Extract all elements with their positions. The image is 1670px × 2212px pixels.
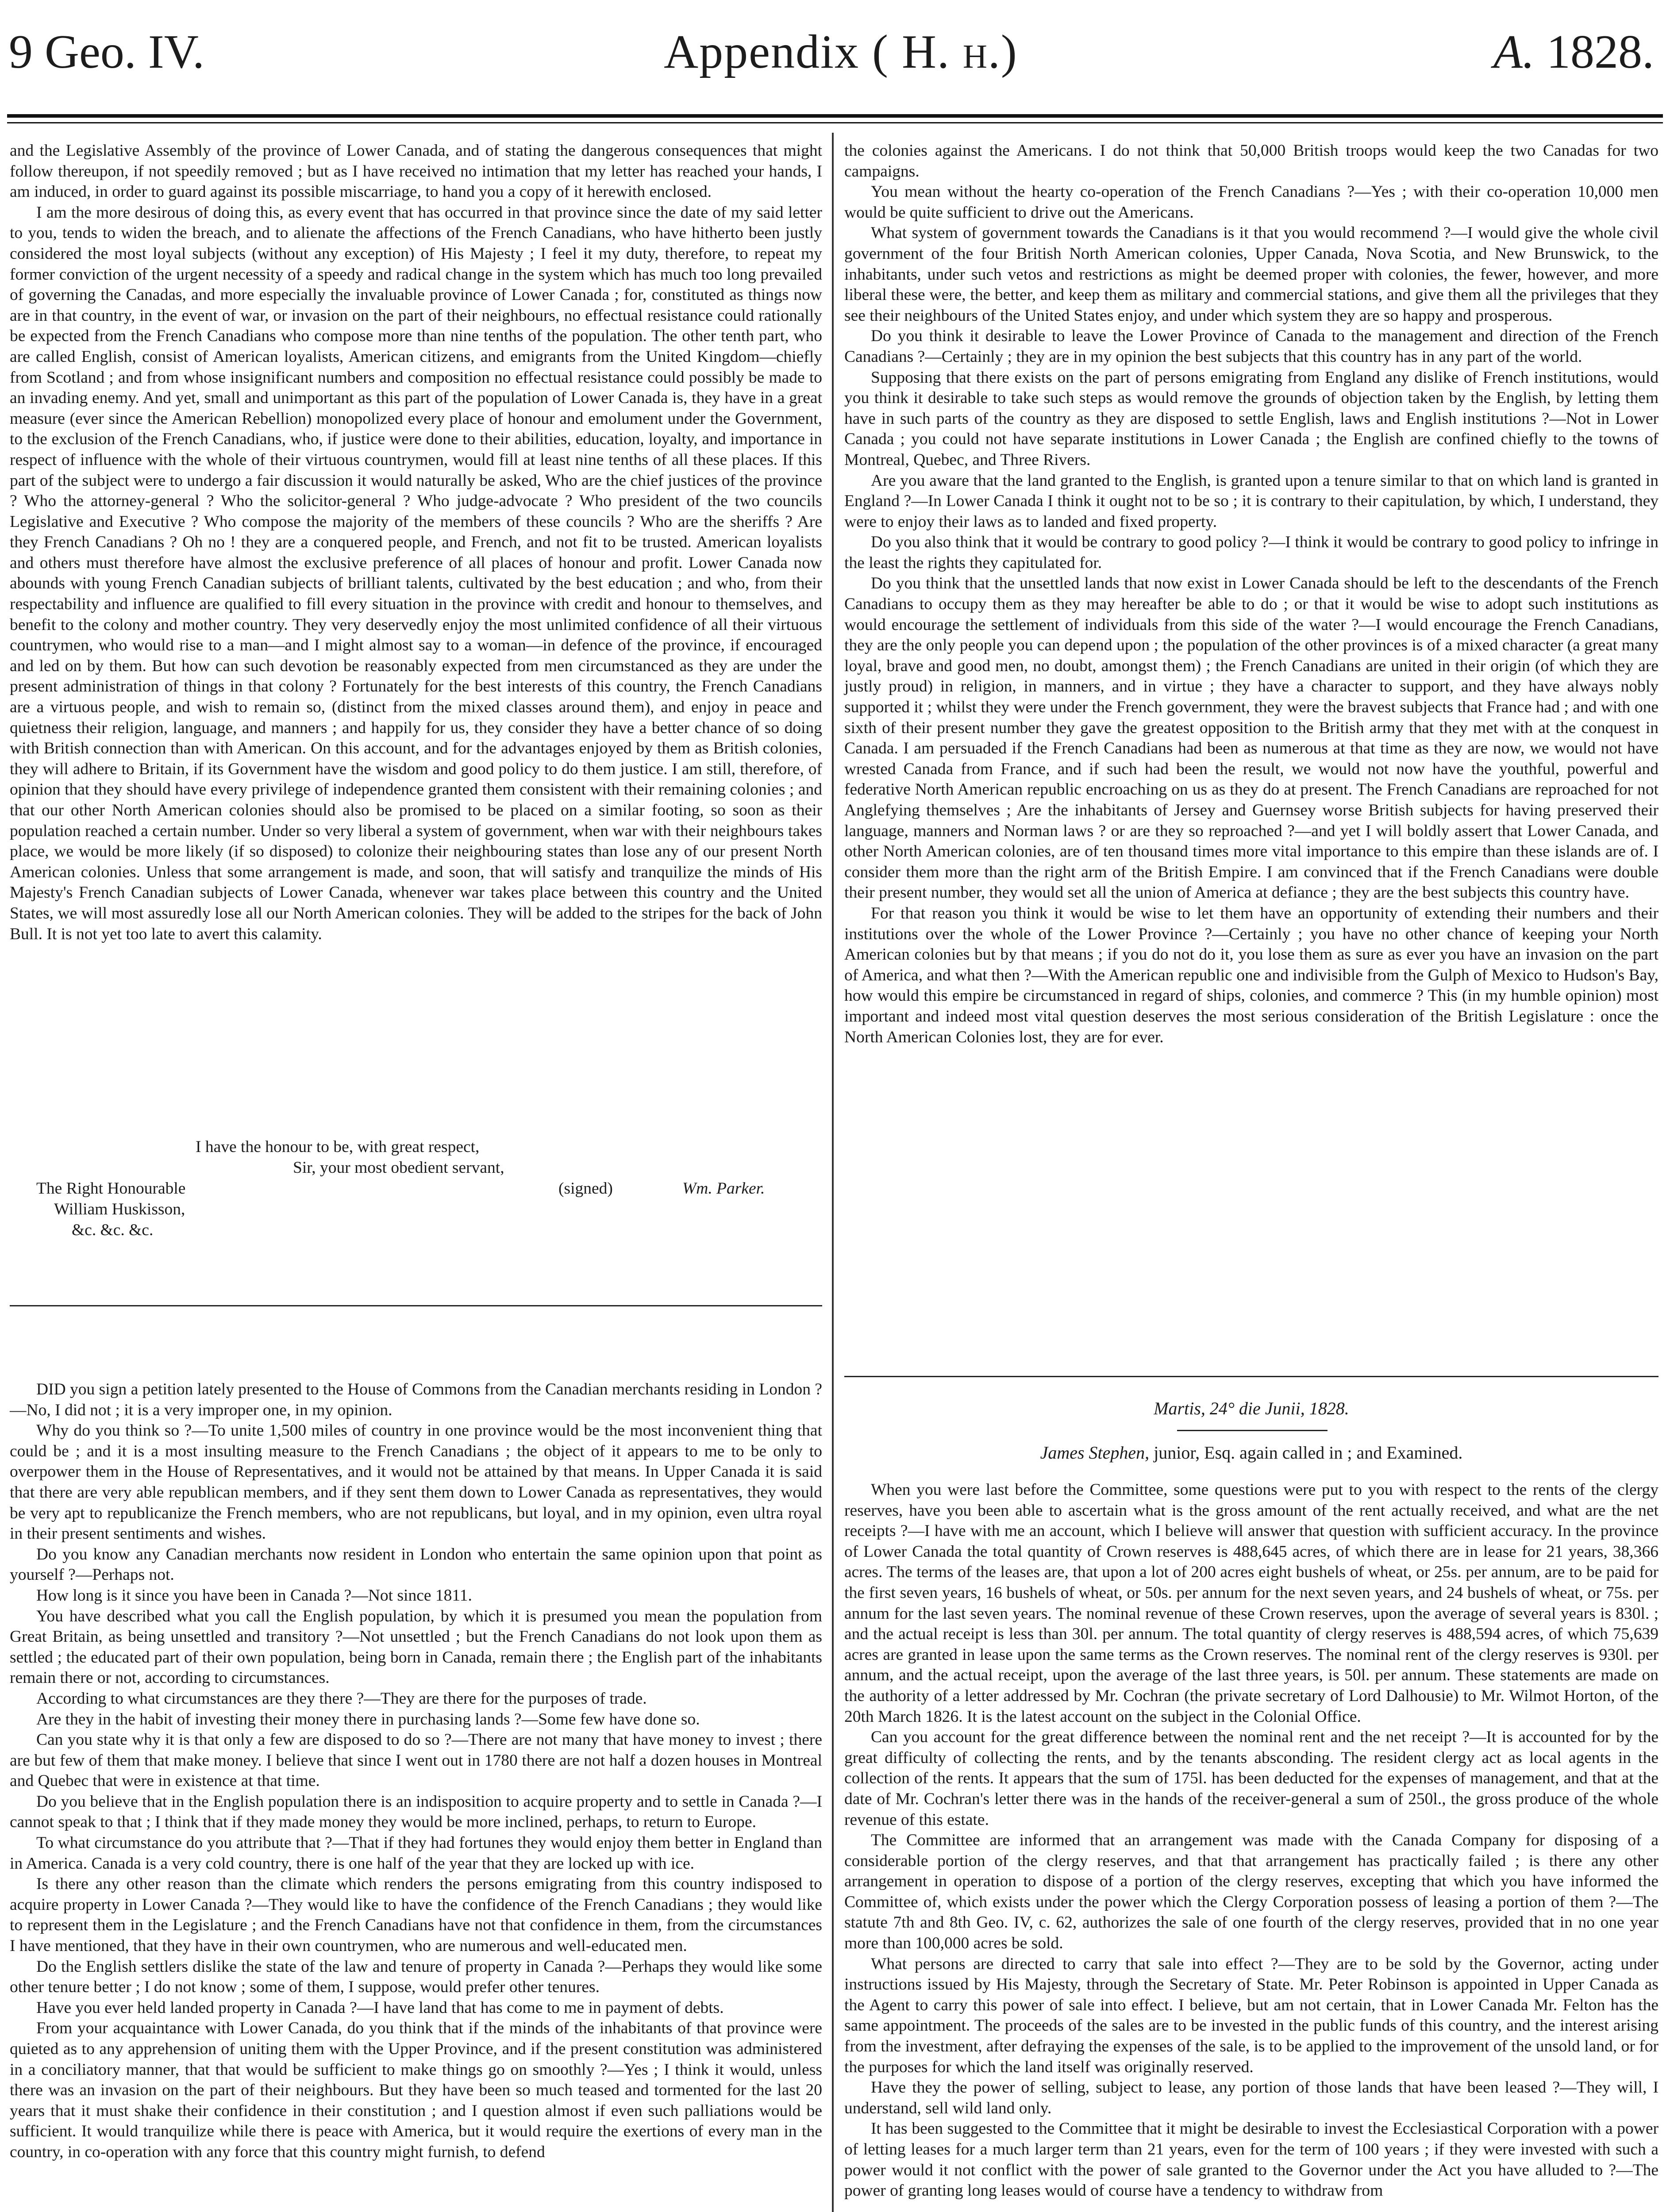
addressee-line-1: The Right Honourable (36, 1179, 186, 1198)
paragraph: Do you think that the unsettled lands that now exist in Lower Canada should be left to the descendants of the French Canadians to occupy them as they may hereafter be able to do ; or that it would be wise to adopt such institutions as would encourage the settlement of individuals from this side of the water ?—I would encourage the French Canadians, they are the only people you can depend upon ; the population of the other provinces is of a mixed character (a great many loyal, brave and good men, no doubt, amongst them) ; the French Canadians are united in their origin (of which they are justly proud) in religion, in manners, and in virtue ; they have a character to support, and they have always nobly supported it ; whilst they were under the French government, they were the bravest subjects that France had ; and with one sixth of their present number they gave the greatest opposition to the British army that they met with at the conquest in Canada. I am persuaded if the French Canadians had been as numerous at that time as they are now, we would not have wrested Canada from France, and if such had been the result, we would not now have the youthful, powerful and federative North American republic encroaching on us as they do at present. The French Canadians are reproached for not Anglefying themselves ; Are the inhabitants of Jersey and Guernsey worse British subjects for having preserved their language, manners and Norman laws ? or are they so reproached ?—and yet I will boldly assert that Lower Canada, and other North American colonies, are of ten thousand times more vital importance to this empire than these islands are of. I consider them more than the right arm of the British Empire. I am convinced that if the French Canadians were double their present number, they would set all the union of America at defiance ; they are the best subjects this country have. (844, 574, 1658, 902)
signed-label: (signed) (558, 1179, 613, 1198)
paragraph: Why do you think so ?—To unite 1,500 miles of country in one province would be the most inconvenient thing that could be ; and it is a most insulting measure to the French Canadians ; the object of it appears to me to be only to overpower them in the House of Representatives, and it would not be attained by that means. In Upper Canada it is said that there are very able republican members, and if they sent them down to Lower Canada as representatives, they would be very apt to republicanize the French members, who are not republicans, but loyal, and in my opinion, even ultra royal in their present sentiments and wishes. (10, 1421, 822, 1543)
header-rule-thin (7, 122, 1663, 123)
addressee-line-3: &c. &c. &c. (72, 1221, 154, 1239)
session-heading: 9 Geo. IV. (9, 26, 204, 78)
examination-text-right-top (844, 141, 1658, 1048)
paragraph: Do you believe that in the English population there is an indisposition to acquire property and to settle in Canada ?—I cannot speak to that ; I think that if they made money they would be more inclined, perhaps, to return to Europe. (10, 1792, 822, 1832)
paragraph: When you were last before the Committee, some questions were put to you with respect to the rents of the clergy reserves, have you been able to ascertain what is the gross amount of the rent actually received, and what are the net receipts ?—I have with me an account, which I believe will answer that question with sufficient accuracy. In the province of Lower Canada the total quantity of Crown reserves is 488,645 acres, of which there are in lease for 21 years, 38,366 acres. The terms of the leases are, that upon a lot of 200 acres eight bushels of wheat, or 25s. per annum, are to be paid for the first seven years, 16 bushels of wheat, or 50s. per annum for the next seven years, and 24 bushels of wheat, or 75s. per annum for the last seven years. The nominal revenue of these Crown reserves, upon the average of several years is 830l. ; and the actual receipt is less than 30l. per annum. The total quantity of clergy reserves is 488,594 acres, of which 75,639 acres are granted in lease upon the same terms as the Crown reserves. The nominal rent of the clergy reserves is 930l. per annum, and the actual receipt, upon the average of the last three years, is 50l. per annum. These statements are made on the authority of a letter addressed by Mr. Cochran (the private secretary of Lord Dalhousie) to Mr. Wilmot Horton, of the 20th March 1826. It is the latest account on the subject in the Colonial Office. (844, 1481, 1658, 1726)
appendix-mark-small: h. (963, 26, 1001, 78)
appendix-label: Appendix (664, 26, 860, 78)
addressee-line-2: William Huskisson, (54, 1200, 185, 1218)
paragraph: Supposing that there exists on the part of persons emigrating from England any dislike of French institutions, would you think it desirable to take such steps as would remove the grounds of objection taken by the English, by letting them have in such parts of the country as they are disposed to settle English, laws and English institutions ?—Not in Lower Canada ; you could not have separate institutions in Lower Canada ; the English are confined chiefly to the towns of Montreal, Quebec, and Three Rivers. (844, 368, 1658, 469)
appendix-paren-close: ) (1000, 26, 1018, 78)
paragraph: Is there any other reason than the climate which renders the persons emigrating from this country indisposed to acquire property in Lower Canada ?—They would like to have the confidence of the French Canadians ; they would like to represent them in the Legislature ; and the French Canadians have not that confidence in them, from the circumstances I have mentioned, that they have in their own countrymen, who are numerous and well-educated men. (10, 1875, 822, 1955)
paragraph: You have described what you call the English population, by which it is presumed you mean the population from Great Britain, as being unsettled and transitory ?—Not unsettled ; but the French Canadians do not look upon them as settled ; the educated part of their own population, being born in Canada, remain there ; the English part of the inhabitants remain there or not, according to circumstances. (10, 1607, 822, 1687)
witness-name: James Stephen, (1040, 1443, 1150, 1463)
paragraph: Do you know any Canadian merchants now resident in London who entertain the same opinion upon that point as yourself ?—Perhaps not. (10, 1545, 822, 1584)
short-rule (1177, 1430, 1328, 1431)
appendix-mark: H. (902, 26, 950, 78)
header-rule-thick (7, 114, 1663, 118)
paragraph: the colonies against the Americans. I do not think that 50,000 British troops would keep the two Canadas for two campaigns. (844, 142, 1658, 180)
paragraph: For that reason you think it would be wise to let them have an opportunity of extending their numbers and their institutions over the whole of the Lower Province ?—Certainly ; you have no other chance of keeping your North American colonies but by that means ; if you do not do it, you lose them as sure as ever you have an invasion on the part of America, and what then ?—With the American republic one and indivisible from the Gulph of Mexico to Hudson's Bay, how would this empire be circumstanced in regard of ships, colonies, and commerce ? This (in my humble opinion) most important and indeed most vital question deserves the most serious consideration of the British Legislature : once the North American Colonies lost, they are for ever. (844, 904, 1658, 1046)
examination-text-left (10, 1379, 822, 2163)
year-prefix: A. (1493, 26, 1535, 78)
column-divider (832, 133, 834, 2212)
paragraph: It has been suggested to the Committee that it might be desirable to invest the Ecclesiastical Corporation with a power of letting leases for a much larger term than 21 years, even for the term of 100 years ; if they were invested with such a power would it not conflict with the power of sale granted to the Governor under the Act you have alluded to ?—The power of granting long leases would of course have a tendency to withdraw from (844, 2120, 1658, 2200)
year-value: 1828. (1547, 26, 1654, 78)
paragraph: To what circumstance do you attribute that ?—That if they had fortunes they would enjoy them better in England than in America. Canada is a very cold country, there is one half of the year that they are locked up with ice. (10, 1834, 822, 1873)
paragraph: The Committee are informed that an arrangement was made with the Canada Company for disposing of a considerable portion of the clergy reserves, and that that arrangement has practically failed ; is there any other arrangement in operation to dispose of a portion of the clergy reserves, excepting that which you have informed the Committee of, which exists under the power which the Clergy Corporation possess of leasing a portion of them ?—The statute 7th and 8th Geo. IV, c. 62, authorizes the sale of one fourth of the clergy reserves, provided that in no one year more than 100,000 acres be sold. (844, 1831, 1658, 1953)
servant-line: Sir, your most obedient servant, (293, 1159, 504, 1177)
section-rule-right (844, 1376, 1658, 1377)
paragraph: I am the more desirous of doing this, as every event that has occurred in that province since the date of my said letter to you, tends to widen the breach, and to alienate the affections of the French Canadians, who have hitherto been justly considered the most loyal subjects (without any exception) of His Majesty ; I feel it my duty, therefore, to repeat my former conviction of the urgent necessity of a speedy and radical change in the system which has much too long prevailed of governing the Canadas, and more especially the invaluable province of Lower Canada ; for, constituted as things now are in that country, in the event of war, or invasion on the part of their neighbours, no effectual resistance could rationally be expected from the French Canadians who compose more than nine tenths of the population. The other tenth part, who are called English, consist of American loyalists, American citizens, and emigrants from the United Kingdom—chiefly from Scotland ; and from whose insignificant numbers and composition no effectual resistance could possibly be made to an invading enemy. And yet, small and unimportant as this part of the population of Lower Canada is, they have in a great measure (ever since the American Rebellion) monopolized every place of honour and emolument under the Government, to the exclusion of the French Canadians, who, if justice were done to their abilities, education, loyalty, and importance in respect of influence with the whole of their virtuous countrymen, would fill at least nine tenths of all these places. If this part of the subject were to undergo a fair discussion it would naturally be asked, Who are the chief justices of the province ? Who the attorney-general ? Who the solicitor-general ? Who judge-advocate ? Who president of the two councils Legislative and Executive ? Who compose the majority of the members of these councils ? Who are the sheriffs ? Are they French Canadians ? Oh no ! they are a conquered people, and French, and not fit to be trusted. American loyalists and others must therefore have almost the exclusive preference of all places of honour and profit. Lower Canada now abounds with young French Canadian subjects of brilliant talents, cultivated by the best education ; and who, from their respectability and influence are qualified to fill every situation in the province with credit and honour to themselves, and benefit to the colony and mother country. They very deservedly enjoy the most unlimited confidence of all their virtuous countrymen, who would rise to a man—and I might almost say to a woman—in defence of the province, if encouraged and led on by them. But how can such devotion be reasonably expected from men circumstanced as they are under the present administration of things in that colony ? Fortunately for the best interests of this country, the French Canadians are a virtuous people, and wish to remain so, (distinct from the mixed classes around them), and enjoy in peace and quietness their religion, language, and manners ; and happily for us, they consider they have a better chance of so doing with British connection than with American. On this account, and for the advantages enjoyed by them as British colonies, they will adhere to Britain, if its Government have the wisdom and good policy to do them justice. I am still, therefore, of opinion that they should have every privilege of independence granted them consistent with their remaining colonies ; and that our other North American colonies should also be promised to be placed on a similar footing, so soon as their population reached a certain number. Under so very liberal a system of government, when war with their neighbours takes place, we would be more likely (if so disposed) to colonize their neighbouring states than lose any of our present North American colonies. Unless that some arrangement is made, and soon, that will satisfy and tranquilize the minds of His Majesty's French Canadian subjects of Lower Canada, whenever war takes place between this country and the United States, we will most assuredly lose all our North American colonies. They will be added to the stripes for the back of John Bull. It is not yet too late to avert this calamity. (10, 203, 822, 943)
paragraph: What persons are directed to carry that sale into effect ?—They are to be sold by the Governor, acting under instructions issued by His Majesty, through the Secretary of State. Mr. Peter Robinson is appointed in Upper Canada as the Agent to carry this power of sale into effect. I believe, but am not certain, that in Lower Canada Mr. Felton has the same appointment. The proceeds of the sales are to be invested in the public funds of this country, and the interest arising from the investment, after defraying the expenses of the sale, is to be applied to the improvement of the unsold land, or for the purposes for which the land itself was originally reserved. (844, 1955, 1658, 2076)
signature-block (10, 1137, 822, 1270)
paragraph: Can you account for the great difference between the nominal rent and the net receipt ?—It is accounted for by the great difficulty of collecting the rents, and by the tenants absconding. The resident clergy act as local agents in the collection of the rents. It appears that the sum of 175l. has been deducted for the expenses of management, and that at the date of Mr. Cochran's letter there was in the hands of the receiver-general a sum of 250l., the gross produce of the whole revenue of this estate. (844, 1728, 1658, 1829)
appendix-heading (602, 17, 1080, 88)
paragraph: and the Legislative Assembly of the province of Lower Canada, and of stating the dangerous consequences that might follow thereupon, if not speedily removed ; but as I have received no intimation that my letter has reached your hands, I am induced, in order to guard against its possible miscarriage, to hand you a copy of it herewith enclosed. (10, 142, 822, 201)
paragraph: You mean without the hearty co-operation of the French Canadians ?—Yes ; with their co-operation 10,000 men would be quite sufficient to drive out the Americans. (844, 183, 1658, 222)
signatory-name: Wm. Parker. (682, 1179, 765, 1198)
paragraph: What system of government towards the Canadians is it that you would recommend ?—I would give the whole civil government of the four British North American colonies, Upper Canada, Nova Scotia, and New Brunswick, to the inhabitants, under such vetos and restrictions as might be deemed proper with colonies, the fewer, however, and more liberal these were, the better, and keep them as military and commercial stations, and give them all the privileges that they see their neighbours of the United States enjoy, and under which system they are so happy and prosperous. (844, 224, 1658, 325)
witness-description: junior, Esq. again called in ; and Examined. (1154, 1443, 1463, 1463)
paragraph: From your acquaintance with Lower Canada, do you think that if the minds of the inhabitants of that province were quieted as to any apprehension of uniting them with the Upper Province, and if the present constitution was administered in a conciliatory manner, that that would be sufficient to make things go on smoothly ?—Yes ; I think it would, unless there was an invasion on the part of their neighbours. But they have been so much teased and tormented for the last 20 years that it must shake their confidence in their constitution ; and I question almost if even such palliations would be sufficient. It would tranquilize while there is peace with America, but it would require the exertions of every man in the country, in co-operation with any force that this country might furnish, to defend (10, 2019, 822, 2161)
paragraph: Do you also think that it would be contrary to good policy ?—I think it would be contrary to good policy to infringe in the least the rights they capitulated for. (844, 533, 1658, 572)
paragraph: Have you ever held landed property in Canada ?—I have land that has come to me in payment of debts. (36, 1998, 724, 2017)
year-heading (1493, 17, 1654, 88)
paragraph: Are they in the habit of investing their money there in purchasing lands ?—Some few have done so. (36, 1710, 700, 1728)
letter-text (10, 141, 822, 945)
paragraph: Can you state why it is that only a few are disposed to do so ?—There are not many that have money to invest ; there are but few of them that make money. I believe that since I went out in 1780 there are not half a dozen houses in Montreal and Quebec that were in existence at that time. (10, 1731, 822, 1790)
paragraph: How long is it since you have been in Canada ?—Not since 1811. (36, 1586, 472, 1605)
section-rule-left (10, 1305, 822, 1306)
paragraph: Do the English settlers dislike the state of the law and tenure of property in Canada ?—Perhaps they would like some other tenure better ; I do not know ; some of them, I suppose, would prefer other tenures. (10, 1957, 822, 1997)
examination-text-right-bottom (844, 1480, 1658, 2201)
closing-line: I have the honour to be, with great respect, (196, 1138, 480, 1156)
paragraph: Are you aware that the land granted to the English, is granted upon a tenure similar to that on which land is granted in England ?—In Lower Canada I think it ought not to be so ; it is contrary to their capitulation, by which, I understand, they were to enjoy their laws as to landed and fixed property. (844, 471, 1658, 531)
session-date: Martis, 24° die Junii, 1828. (1154, 1398, 1349, 1418)
paragraph: Do you think it desirable to leave the Lower Province of Canada to the management and direction of the French Canadians ?—Certainly ; they are in my opinion the best subjects that this country has in any part of the world. (844, 327, 1658, 366)
paragraph: According to what circumstances are they there ?—They are there for the purposes of trade. (36, 1689, 647, 1708)
paragraph: Have they the power of selling, subject to lease, any portion of those lands that have been leased ?—They will, I understand, sell wild land only. (844, 2078, 1658, 2117)
witness-heading (844, 1442, 1658, 1463)
paragraph: DID you sign a petition lately presented to the House of Commons from the Canadian merchants residing in London ?—No, I did not ; it is a very improper one, in my opinion. (10, 1380, 822, 1419)
appendix-paren-open: ( (872, 26, 889, 78)
